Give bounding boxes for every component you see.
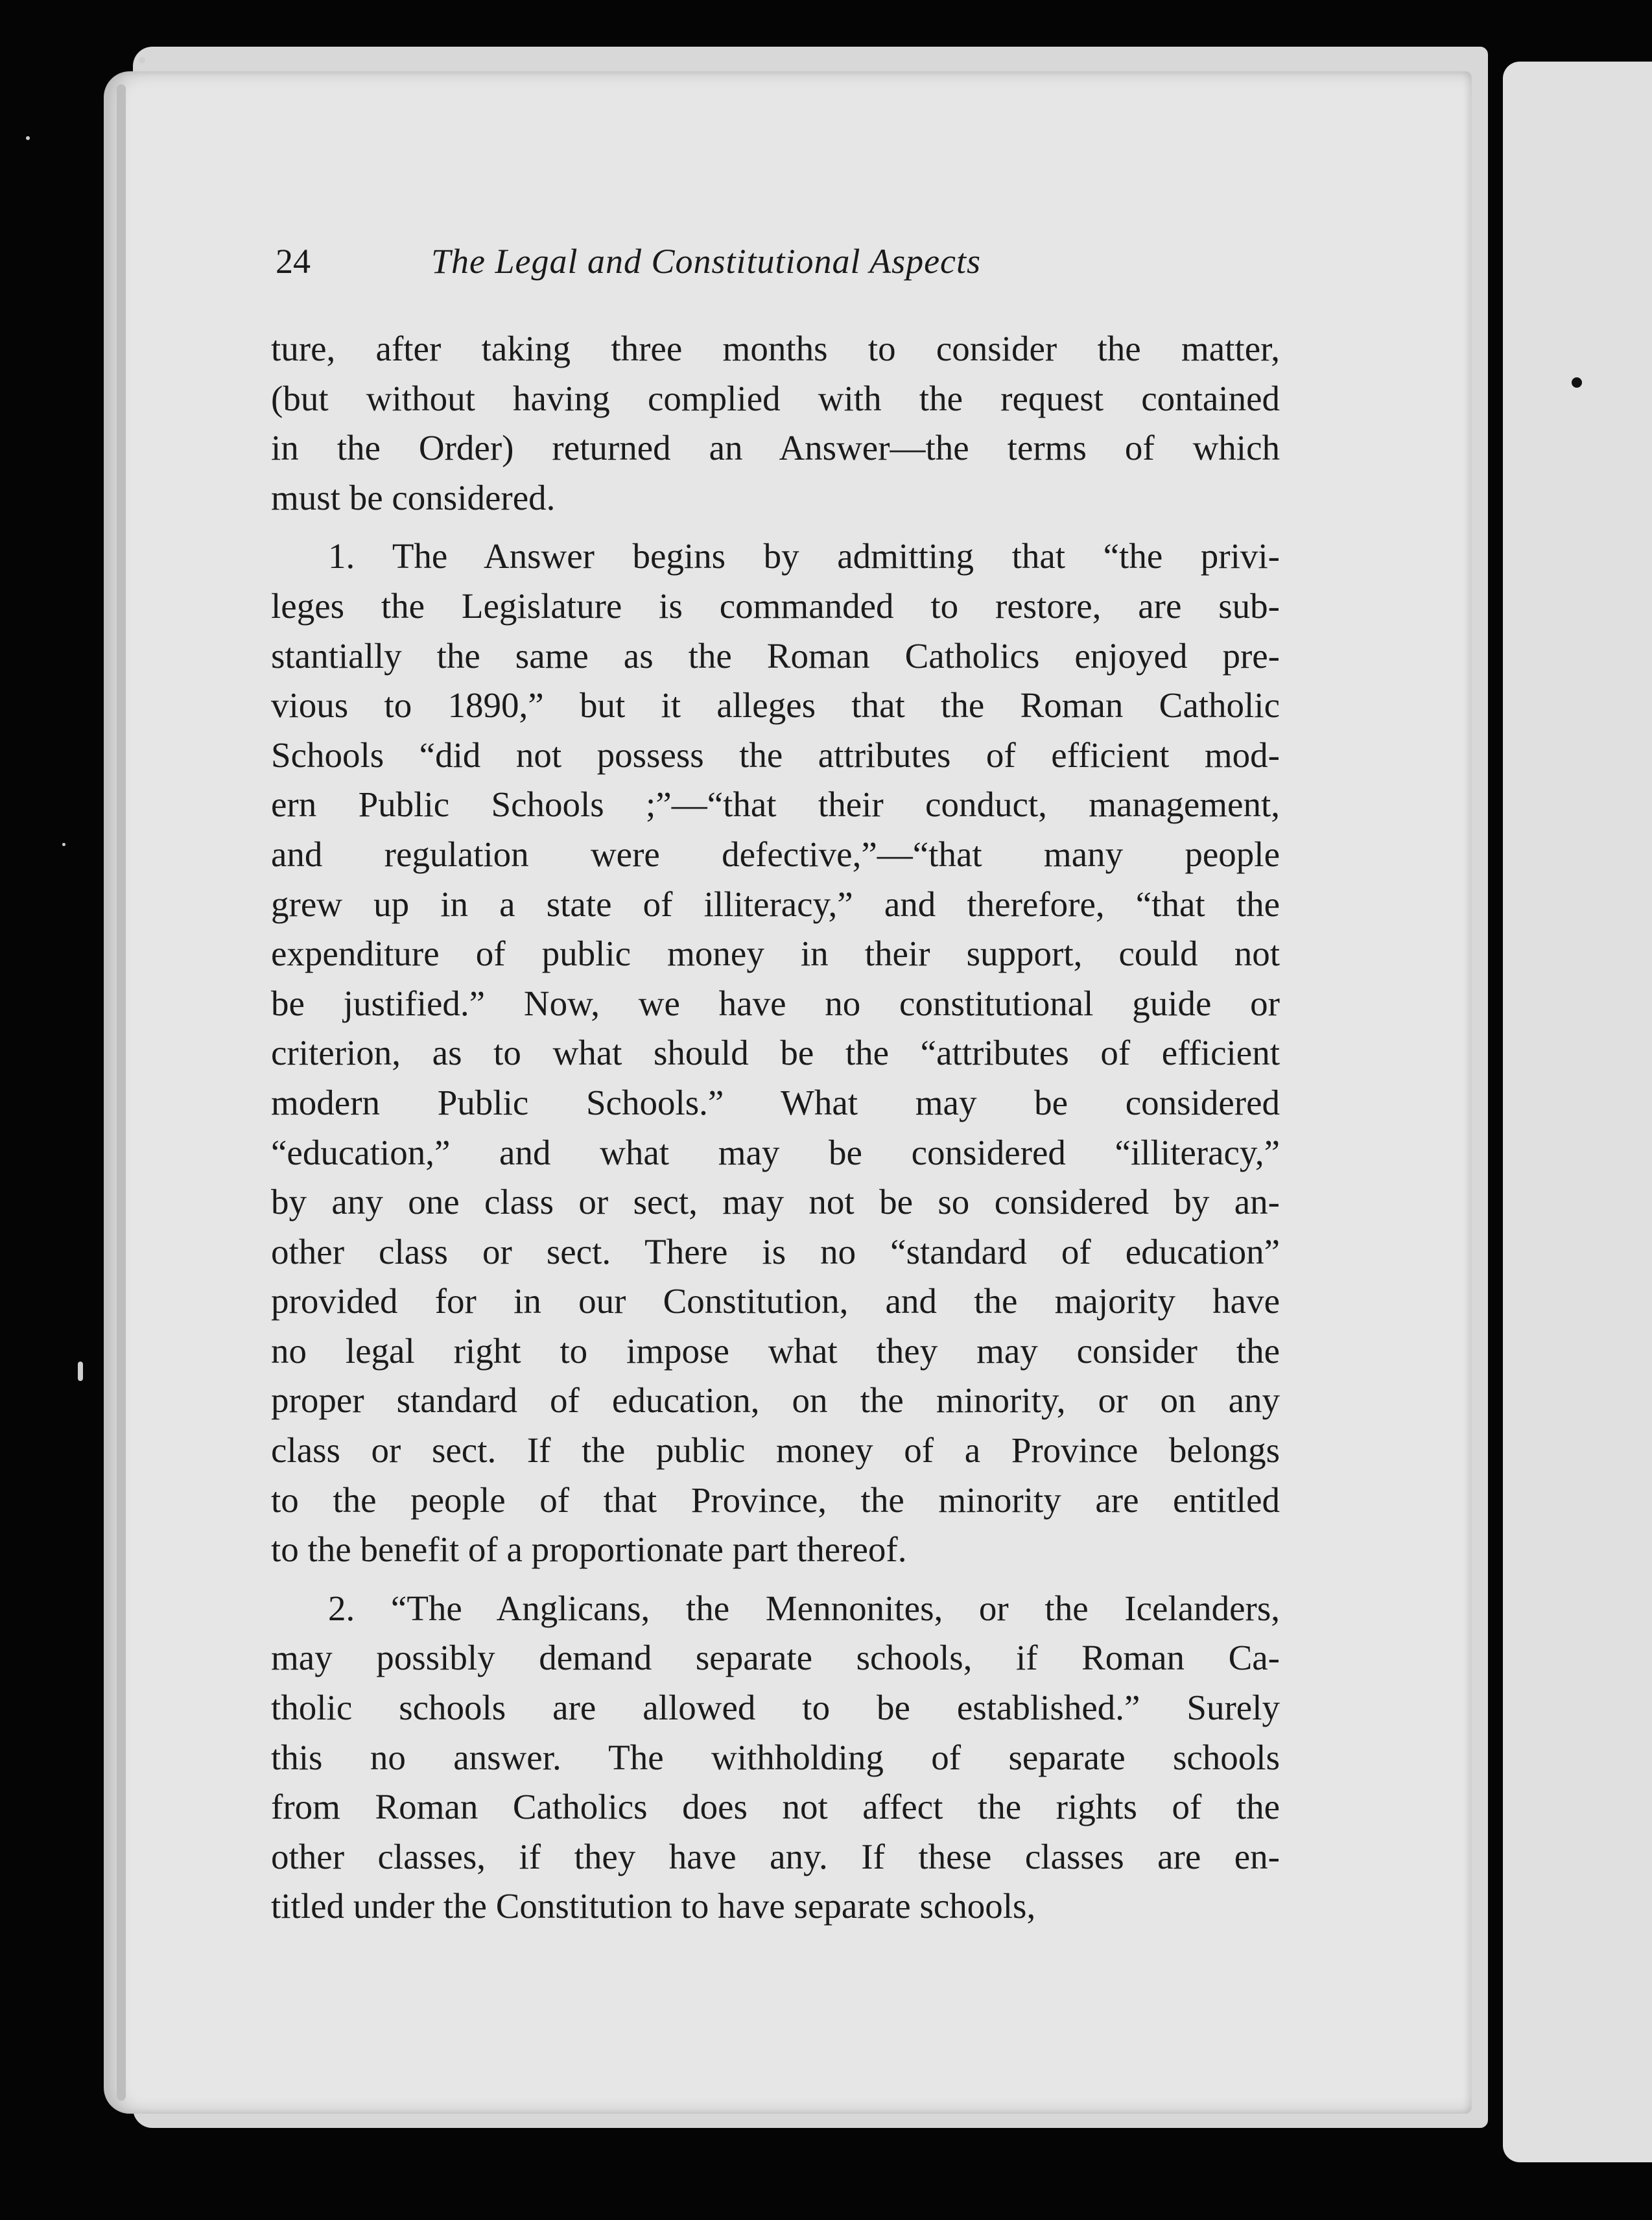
text-line: and regulation were defective,”—“that many people: [271, 834, 1280, 874]
text-line: 2. “The Anglicans, the Mennonites, or the Icelanders,: [328, 1588, 1280, 1628]
ink-spot: [1572, 377, 1582, 388]
text-line: “education,” and what may be considered “illiteracy,”: [271, 1132, 1280, 1172]
text-line: provided for in our Constitution, and the majority have: [271, 1281, 1280, 1321]
text-line: this no answer. The withholding of separate schools: [271, 1737, 1280, 1777]
page-header: [276, 241, 1306, 293]
paragraph: [271, 1584, 1280, 1931]
speck: [139, 57, 145, 64]
text-line: ture, after taking three months to consider the matter,: [271, 329, 1280, 368]
text-line: no legal right to impose what they may consider the: [271, 1330, 1280, 1371]
text-line: grew up in a state of illiteracy,” and therefore, “that the: [271, 884, 1280, 924]
text-line: criterion, as to what should be the “attributes of efficient: [271, 1033, 1280, 1073]
text-line: titled under the Constitution to have separate schools,: [271, 1886, 1036, 1926]
text-line: to the people of that Province, the minority are entitled: [271, 1480, 1280, 1520]
text-line: must be considered.: [271, 477, 556, 517]
page-number: 24: [276, 242, 311, 281]
text-line: expenditure of public money in their support, could not: [271, 934, 1280, 974]
text-line: in the Order) returned an Answer—the terms of which: [271, 428, 1280, 468]
body-text: [271, 324, 1280, 1931]
text-line: tholic schools are allowed to be established.” Surely: [271, 1688, 1280, 1728]
paragraph-gap: [271, 523, 1280, 532]
page-gutter-edge: [117, 84, 126, 2101]
paragraph: [271, 324, 1280, 523]
text-line: Schools “did not possess the attributes of efficient mod-: [271, 735, 1280, 775]
text-line: stantially the same as the Roman Catholics enjoyed pre-: [271, 635, 1280, 676]
text-line: (but without having complied with the request contained: [271, 378, 1280, 418]
text-line: vious to 1890,” but it alleges that the Roman Catholic: [271, 685, 1280, 726]
paragraph: [271, 532, 1280, 1574]
running-title: The Legal and Constitutional Aspects: [431, 242, 982, 281]
text-line: be justified.” Now, we have no constitutional guide or: [271, 983, 1280, 1023]
speck: [62, 843, 65, 846]
text-line: other classes, if they have any. If these classes are en-: [271, 1836, 1280, 1876]
facing-page: [1503, 62, 1652, 2162]
text-line: may possibly demand separate schools, if Roman Ca-: [271, 1638, 1280, 1678]
text-line: leges the Legislature is commanded to restore, are sub-: [271, 585, 1280, 626]
text-line: to the benefit of a proportionate part thereof.: [271, 1529, 907, 1570]
speck: [78, 1362, 83, 1381]
paragraph-gap: [271, 1575, 1280, 1584]
text-line: modern Public Schools.” What may be considered: [271, 1082, 1280, 1122]
text-line: class or sect. If the public money of a Province belongs: [271, 1430, 1280, 1470]
text-line: from Roman Catholics does not affect the rights of the: [271, 1787, 1280, 1827]
text-line: 1. The Answer begins by admitting that “the privi-: [328, 536, 1280, 576]
text-line: proper standard of education, on the minority, or on any: [271, 1380, 1280, 1421]
text-line: by any one class or sect, may not be so considered by an-: [271, 1182, 1280, 1222]
text-line: other class or sect. There is no “standard of education”: [271, 1231, 1280, 1271]
speck: [26, 136, 30, 140]
text-line: ern Public Schools ;”—“that their conduct, management,: [271, 785, 1280, 825]
